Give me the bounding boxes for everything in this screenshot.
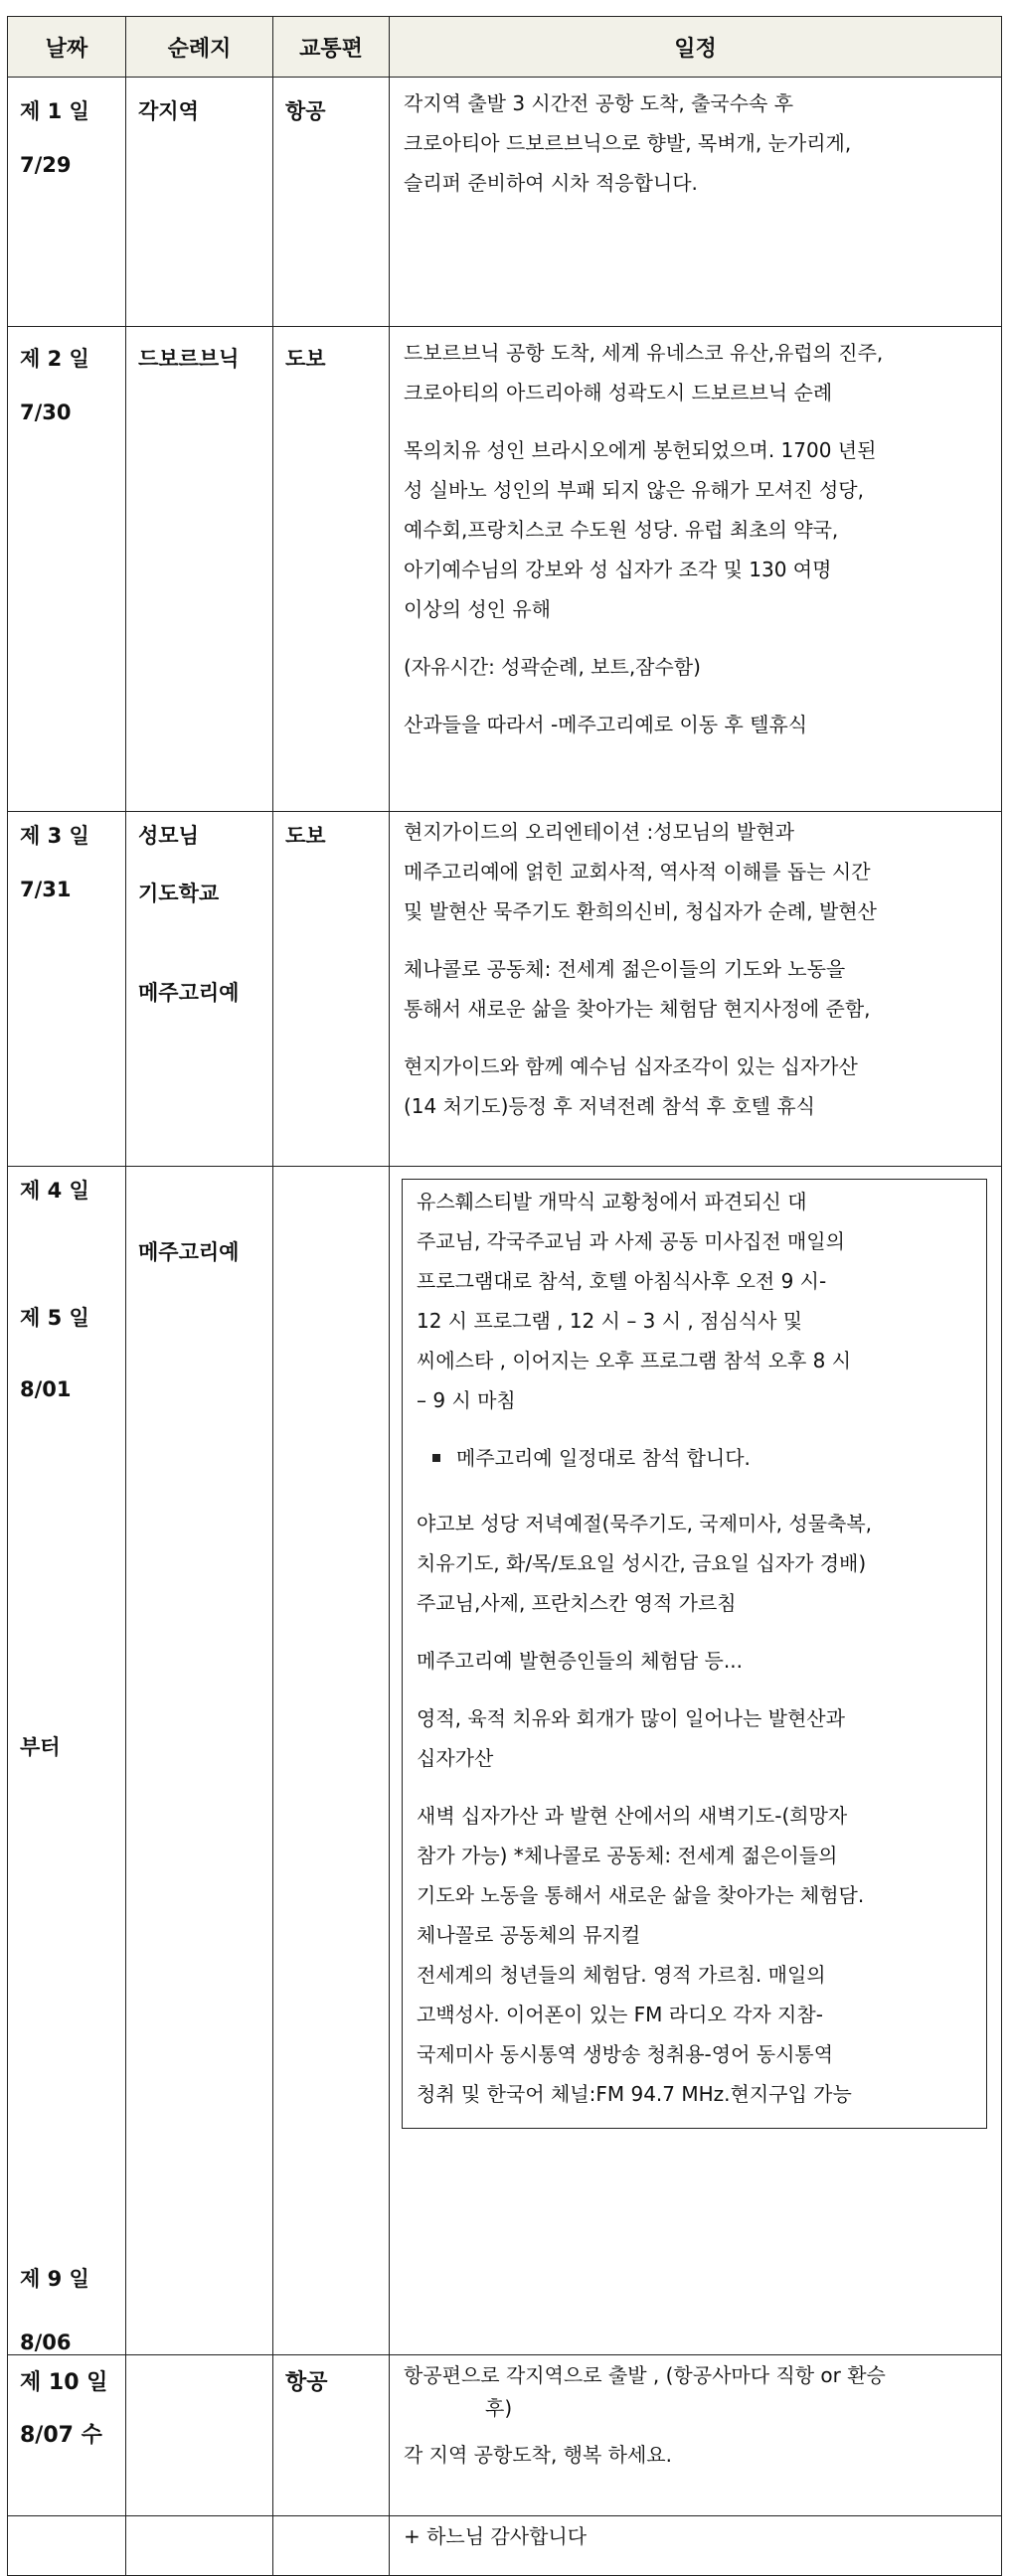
schedule-line: 주교님,사제, 프란치스칸 영적 가르침 xyxy=(417,1591,737,1615)
transport-label xyxy=(273,1167,389,1175)
table-row xyxy=(8,2516,1002,2576)
place-cell xyxy=(126,78,273,327)
schedule-line: 체나콜로 공동체: 전세계 젊은이들의 기도와 노동을 xyxy=(404,957,846,981)
transport-cell xyxy=(273,327,390,812)
transport-label: 항공 xyxy=(285,2370,328,2395)
day-label: 제 9 일 xyxy=(20,2267,89,2291)
schedule-line: (14 처기도)등정 후 저녁전례 참석 후 호텔 휴식 xyxy=(404,1094,815,1118)
day-label: 제 4 일 xyxy=(20,1179,89,1203)
schedule-line: 각 지역 공항도착, 행복 하세요. xyxy=(404,2443,672,2467)
schedule-line: 성 실바노 성인의 부패 되지 않은 유해가 모셔진 성당, xyxy=(404,478,864,502)
table-row xyxy=(8,1167,1002,2355)
schedule-line: 청취 및 한국어 체널:FM 94.7 MHz.현지구입 가능 xyxy=(417,2082,852,2106)
day-label: 부터 xyxy=(20,1735,61,1759)
place-label: 성모님 xyxy=(138,824,199,848)
day-cell xyxy=(8,78,126,327)
schedule-line: 통해서 새로운 삶을 찾아가는 체험담 현지사정에 준함, xyxy=(404,997,871,1021)
schedule-line: 각지역 출발 3 시간전 공항 도착, 출국수속 후 xyxy=(404,91,794,115)
program-box xyxy=(402,1179,987,2129)
schedule-line: 드보르브닉 공항 도착, 세계 유네스코 유산,유럽의 진주, xyxy=(404,341,884,365)
schedule-cell xyxy=(390,327,1002,812)
place-label: 드보르브닉 xyxy=(138,347,240,371)
header-date: 날짜 xyxy=(8,17,126,78)
schedule-line: + 하느님 감사합니다 xyxy=(404,2524,588,2548)
transport-cell xyxy=(273,1167,390,2355)
header-transport: 교통편 xyxy=(273,17,390,78)
schedule-cell xyxy=(390,2355,1002,2516)
schedule-line: 고백성사. 이어폰이 있는 FM 라디오 각자 지참- xyxy=(417,2003,823,2026)
schedule-line: 십자가산 xyxy=(417,1746,494,1770)
schedule-line: 슬리퍼 준비하여 시차 적응합니다. xyxy=(404,171,698,195)
day-cell xyxy=(8,812,126,1167)
place-label: 각지역 xyxy=(138,99,199,123)
schedule-line: 야고보 성당 저녁예절(묵주기도, 국제미사, 성물축복, xyxy=(417,1512,873,1535)
schedule-line: 후) xyxy=(485,2396,513,2420)
schedule-cell xyxy=(390,812,1002,1167)
place-cell xyxy=(126,327,273,812)
schedule-cell xyxy=(390,2516,1002,2576)
place-cell xyxy=(126,1167,273,2355)
date-label: 8/07 수 xyxy=(20,2423,102,2448)
schedule-line: 이상의 성인 유해 xyxy=(404,597,551,621)
table-row xyxy=(8,327,1002,812)
schedule-line: 크로아티의 아드리아해 성곽도시 드보르브닉 순례 xyxy=(404,381,833,404)
table-row xyxy=(8,812,1002,1167)
place-cell xyxy=(126,2516,273,2576)
itinerary-table xyxy=(7,16,1002,2576)
transport-label: 항공 xyxy=(285,99,326,123)
schedule-line: 치유기도, 화/목/토요일 성시간, 금요일 십자가 경배) xyxy=(417,1551,867,1575)
schedule-line: 영적, 육적 치유와 회개가 많이 일어나는 발현산과 xyxy=(417,1706,845,1730)
bullet-square-icon xyxy=(432,1454,440,1462)
schedule-line: 전세계의 청년들의 체험담. 영적 가르침. 매일의 xyxy=(417,1963,826,1987)
schedule-text xyxy=(390,327,1001,744)
day-label: 제 10 일 xyxy=(20,2370,108,2395)
bullet-item xyxy=(417,1438,974,1478)
schedule-text xyxy=(390,2355,1001,2475)
day-label: 제 2 일 xyxy=(20,347,89,371)
place-cell xyxy=(126,812,273,1167)
place-cell xyxy=(126,2355,273,2516)
schedule-line: 산과들을 따라서 -메주고리예로 이동 후 텔휴식 xyxy=(404,713,808,736)
place-label: 메주고리예 xyxy=(138,981,240,1005)
schedule-line: 참가 가능) *체나콜로 공동체: 전세계 젊은이들의 xyxy=(417,1844,838,1867)
schedule-line: 목의치유 성인 브라시오에게 봉헌되었으며. 1700 년된 xyxy=(404,438,877,462)
schedule-line: 기도와 노동을 통해서 새로운 삶을 찾아가는 체험담. xyxy=(417,1883,865,1907)
schedule-line: 프로그램대로 참석, 호텔 아침식사후 오전 9 시- xyxy=(417,1269,827,1293)
day-cell xyxy=(8,2516,126,2576)
date-label: 7/29 xyxy=(20,153,72,177)
schedule-line: 현지가이드와 함께 예수님 십자조각이 있는 십자가산 xyxy=(404,1054,858,1078)
transport-cell xyxy=(273,78,390,327)
transport-label: 도보 xyxy=(285,347,326,371)
transport-label: 도보 xyxy=(285,824,326,848)
header-schedule: 일정 xyxy=(390,17,1002,78)
schedule-text xyxy=(390,2516,1001,2556)
day-label: 제 3 일 xyxy=(20,824,89,848)
schedule-line: 메주고리예 발현증인들의 체험담 등... xyxy=(417,1649,743,1673)
schedule-text xyxy=(390,812,1001,1126)
day-cell xyxy=(8,1167,126,2355)
schedule-line: 12 시 프로그램 , 12 시 – 3 시 , 점심식사 및 xyxy=(417,1309,803,1333)
schedule-line: 메주고리예에 얽힌 교회사적, 역사적 이해를 돕는 시간 xyxy=(404,860,871,884)
schedule-line: (자유시간: 성곽순례, 보트,잠수함) xyxy=(404,655,701,679)
schedule-line: 현지가이드의 오리엔테이션 :성모님의 발현과 xyxy=(404,820,794,844)
place-label: 메주고리예 xyxy=(138,1240,240,1264)
schedule-line: 크로아티아 드보르브닉으로 향발, 목벼개, 눈가리게, xyxy=(404,131,852,155)
day-label: 제 1 일 xyxy=(20,99,89,123)
place-label: 기도학교 xyxy=(138,882,220,905)
transport-cell xyxy=(273,812,390,1167)
date-label: 8/01 xyxy=(20,1377,72,1401)
day-cell xyxy=(8,2355,126,2516)
date-label: 7/30 xyxy=(20,401,72,424)
schedule-line: – 9 시 마침 xyxy=(417,1388,516,1412)
date-label: 7/31 xyxy=(20,878,72,901)
table-row xyxy=(8,2355,1002,2516)
transport-cell xyxy=(273,2516,390,2576)
schedule-line: 주교님, 각국주교님 과 사제 공동 미사집전 매일의 xyxy=(417,1229,845,1253)
day-cell xyxy=(8,327,126,812)
schedule-line: 새벽 십자가산 과 발현 산에서의 새벽기도-(희망자 xyxy=(417,1804,848,1828)
schedule-line: 씨에스타 , 이어지는 오후 프로그램 참석 오후 8 시 xyxy=(417,1349,852,1372)
schedule-cell xyxy=(390,78,1002,327)
schedule-text xyxy=(390,78,1001,203)
date-label: 8/06 xyxy=(20,2331,72,2354)
schedule-line: 항공편으로 각지역으로 출발 , (항공사마다 직항 or 환승 xyxy=(404,2363,886,2387)
bullet-text: 메주고리예 일정대로 참석 합니다. xyxy=(456,1446,751,1470)
header-row xyxy=(8,17,1002,78)
schedule-line: 국제미사 동시통역 생방송 청취용-영어 동시통역 xyxy=(417,2042,834,2066)
schedule-line: 예수회,프랑치스코 수도원 성당. 유럽 최초의 약국, xyxy=(404,518,839,542)
day-label: 제 5 일 xyxy=(20,1306,89,1330)
schedule-line: 아기예수님의 강보와 성 십자가 조각 및 130 여명 xyxy=(404,558,832,581)
header-place: 순례지 xyxy=(126,17,273,78)
transport-cell xyxy=(273,2355,390,2516)
schedule-line: 체나꼴로 공동체의 뮤지컬 xyxy=(417,1923,641,1947)
schedule-line: 및 발현산 묵주기도 환희의신비, 청십자가 순례, 발현산 xyxy=(404,899,877,923)
place-label xyxy=(126,2355,272,2365)
schedule-cell xyxy=(390,1167,1002,2355)
table-row xyxy=(8,78,1002,327)
schedule-line: 유스훼스티발 개막식 교황청에서 파견되신 대 xyxy=(417,1190,807,1213)
